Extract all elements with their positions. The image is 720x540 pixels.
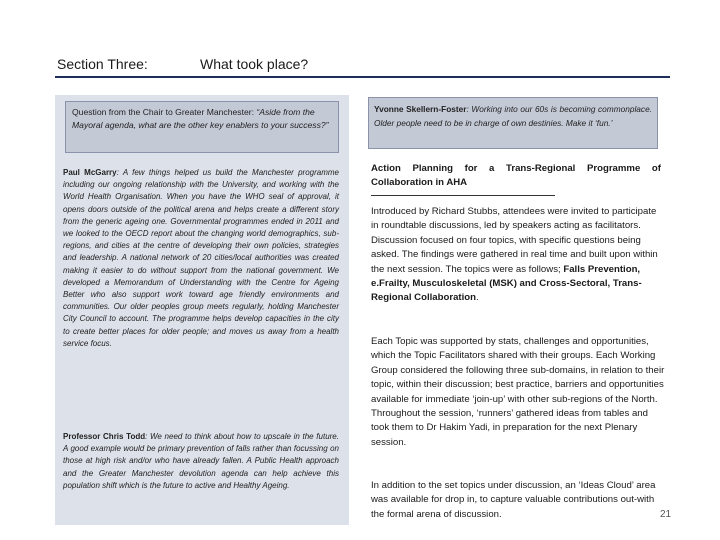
speaker-name: Professor Chris Todd	[63, 432, 146, 441]
intro-paragraph: Introduced by Richard Stubbs, attendees were invited to participate in roundtable discussions, led by speakers acting as facilitators. Discussion focused on four topics, with specific questions being asked. The findings were gathered in real time and built upon within the next session. The topics were as follows; Falls Prevention, e.Frailty, Musculoskeletal (MSK) and Cross-Sectoral, Trans-Regional Collaboration.	[371, 206, 658, 304]
chair-question: Question from the Chair to Greater Manchester: “Aside from the Mayoral agenda, what are the other key enablers to your success?”	[72, 107, 329, 130]
yvonne-statement: Yvonne Skellern-Foster: Working into our 60s is becoming commonplace. Older people need to be in charge of own destinies. Make it ‘fun.’	[374, 104, 652, 128]
action-planning-heading: Action Planning for a Trans-Regional Programme of Collaboration in AHA	[371, 163, 661, 188]
section-header	[55, 56, 670, 78]
paul-mcgarry-statement: Paul McGarry: A few things helped us build the Manchester programme including our ongoing relationship with the University, and working with the World Health Organisation. When you have the WHO seal of approval, it opens doors outside of the political arena and helps create a different story from the generic ageing one. Governmental programmes ended in 2011 and we looked to the OECD report about the changing world demographics, sub-regions, and cities at the centre of developing their own policies, strategies and leadership. A national network of 20 cities/local authorities was created making it easier to do without support from the national government. We developed a Memorandum of Understanding with the Centre for Ageing Better who also support work toward age friendly environments and communities. Our older peoples group meets regularly, holding Manchester City Council to account. The programme helps develop capacities in the city to create better places for older people; and moves us away from a health service focus.	[63, 168, 339, 348]
speaker-name: Yvonne Skellern-Foster	[374, 104, 467, 114]
page-number: 21	[660, 509, 672, 520]
yvonne-quote-box	[368, 97, 658, 149]
section-title: What took place?	[200, 56, 309, 72]
section-label: Section Three:	[57, 56, 148, 72]
chris-todd-statement: Professor Chris Todd: We need to think about how to upscale in the future. A good example would be primary prevention of falls rather than focussing on those at high risk and/or who have already fallen. A Public Health approach and the Greater Manchester devolution agenda can help achieve this population shift which is the future to active and Healthy Ageing.	[63, 432, 339, 490]
ideas-cloud-paragraph: In addition to the set topics under discussion, an ‘Ideas Cloud’ area was available for drop in, to capture valuable contributions out-with the formal arena of discussion.	[371, 480, 656, 520]
chair-question-box	[65, 101, 339, 153]
topic-list: Falls Prevention, e.Frailty, Musculoskeletal (MSK) and Cross-Sectoral, Trans-Regional Collaboration	[371, 263, 642, 304]
speaker-name: Paul McGarry	[63, 168, 117, 177]
heading-divider	[371, 195, 555, 196]
topics-paragraph: Each Topic was supported by stats, challenges and opportunities, which the Topic Facilitators shared with their groups. Each Working Group considered the following three sub-domains, in relation to their topic, within their discussion; best practice, barriers and opportunities available for immediate ‘join-up’ with other sub-regions of the North. Throughout the session, ‘runners’ gathered ideas from tables and took them to Dr Hakim Yadi, in preparation for the next Plenary session.	[371, 336, 665, 448]
